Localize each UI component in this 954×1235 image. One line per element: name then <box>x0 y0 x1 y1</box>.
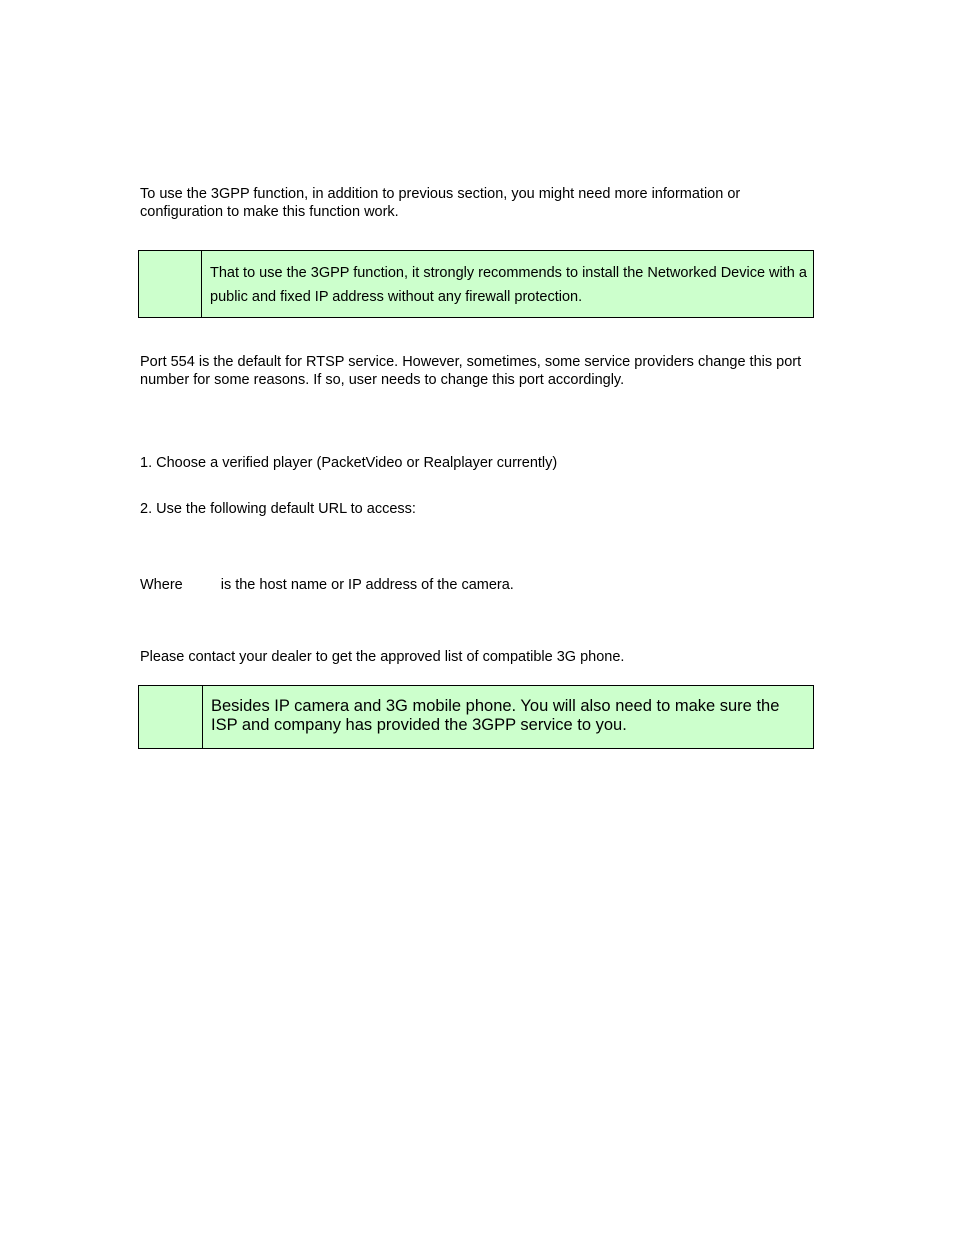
contact-paragraph: Please contact your dealer to get the approved list of compatible 3G phone. <box>140 649 625 665</box>
where-line <box>140 576 816 594</box>
note-text-isp: Besides IP camera and 3G mobile phone. You will also need to make sure the ISP and company has provided the 3GPP service to you. <box>211 697 780 734</box>
where-suffix: is the host name or IP address of the camera. <box>220 577 514 593</box>
step-2-text: 2. Use the following default URL to access: <box>140 501 416 517</box>
note-label-cell <box>139 251 202 317</box>
where-prefix: Where <box>140 577 183 593</box>
intro-paragraph: To use the 3GPP function, in addition to previous section, you might need more information or configuration to make this function work. <box>140 186 741 220</box>
port-paragraph: Port 554 is the default for RTSP service. However, sometimes, some service providers change this port number for some reasons. If so, user needs to change this port accordingly. <box>140 354 802 388</box>
note-box <box>138 250 814 318</box>
step-1-text: 1. Choose a verified player (PacketVideo or Realplayer currently) <box>140 455 558 471</box>
note-box-isp <box>138 685 814 749</box>
note-label-cell <box>139 686 203 748</box>
note-text: That to use the 3GPP function, it strongly recommends to install the Networked Device with a public and fixed IP address without any firewall protection. <box>210 265 807 305</box>
